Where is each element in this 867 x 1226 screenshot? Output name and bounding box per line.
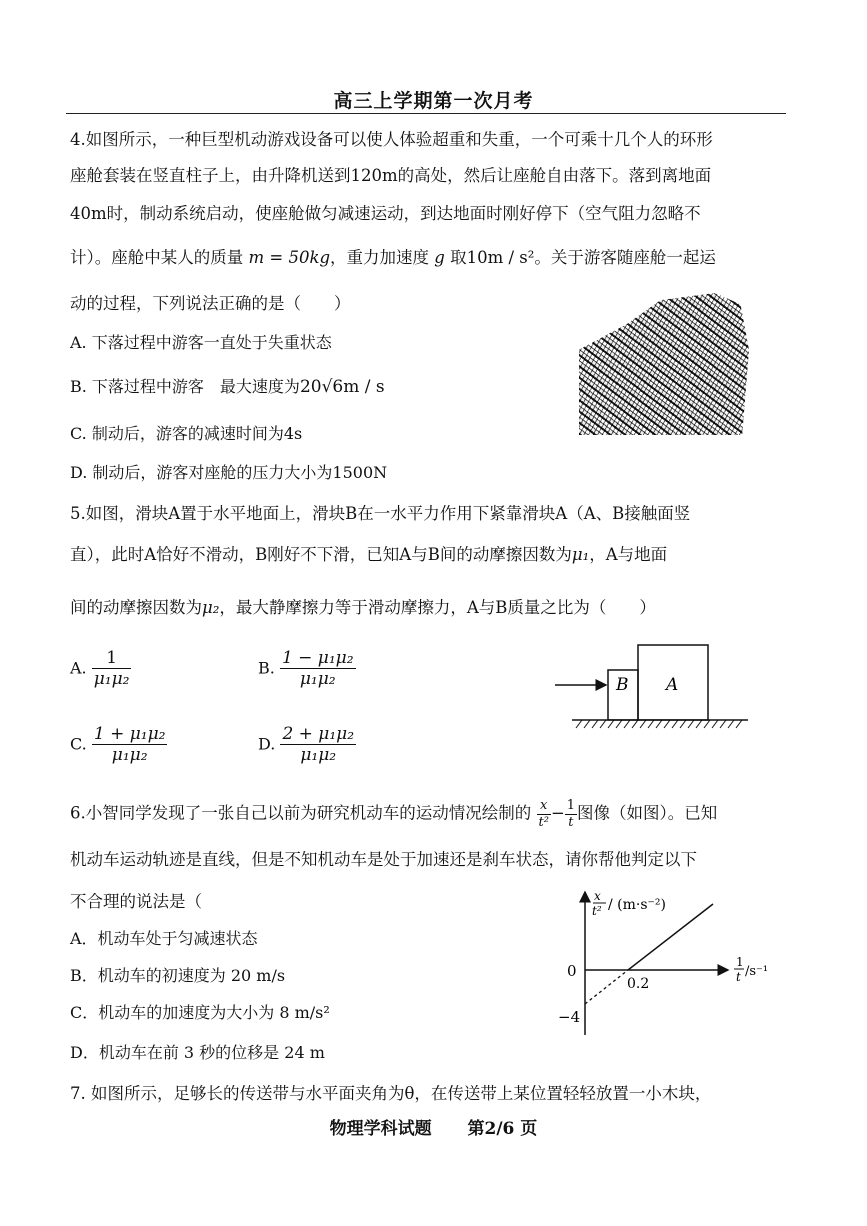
q6-line-1-text-b: 图像（如图）。已知 — [577, 803, 718, 823]
q4-mass-value: m = 50kg — [248, 248, 331, 267]
q6-line-3: 不合理的说法是（ — [70, 892, 202, 911]
q4-line-3: 40m时，制动系统启动，使座舱做匀减速运动，到达地面时刚好停下（空气阻力忽略不 — [70, 204, 701, 223]
q4-option-d: D. 制动后，游客对座舱的压力大小为1500N — [70, 463, 388, 482]
q6-frac1-numerator: x — [537, 798, 551, 815]
q6-option-a: A．机动车处于匀减速状态 — [70, 929, 258, 948]
q4-line-4-text: 计）。座舱中某人的质量 — [70, 248, 244, 267]
q7-line-1: 7. 如图所示，足够长的传送带与水平面夹角为θ，在传送带上某位置轻轻放置一小木块， — [70, 1084, 712, 1103]
q6-minus: − — [550, 803, 565, 823]
q6-graph — [548, 880, 788, 1040]
q5-option-b-numerator: 1 − μ₁μ₂ — [281, 648, 354, 668]
q4-option-b-text: B. 下落过程中游客 最大速度为 — [70, 377, 300, 396]
ground-hatching — [576, 720, 742, 728]
q5-option-d — [258, 724, 356, 766]
q5-line-3 — [70, 594, 656, 618]
q5-option-b — [258, 648, 356, 690]
q4-line-2: 座舱套装在竖直柱子上，由升降机送到120m的高处，然后让座舱自由落下。落到离地面 — [70, 166, 712, 185]
q5-line-2-text: 直），此时A恰好不滑动，B刚好不下滑，已知A与B间的动摩擦因数为 — [70, 545, 572, 564]
q6-frac-x-over-t2 — [537, 798, 551, 830]
block-b-label: B — [616, 675, 629, 695]
header-divider — [66, 113, 786, 114]
q5-option-b-label: B. — [258, 658, 275, 678]
q4-option-c: C. 制动后，游客的减速时间为4s — [70, 424, 303, 443]
q6-frac-1-over-t — [565, 798, 577, 830]
q4-option-b — [70, 374, 385, 397]
q4-line-5: 动的过程，下列说法正确的是（ ） — [70, 294, 351, 313]
q5-option-d-denominator: μ₁μ₂ — [300, 745, 337, 766]
q5-option-c-numerator: 1 + μ₁μ₂ — [93, 724, 166, 744]
q5-option-d-label: D. — [258, 734, 276, 754]
q6-line-2: 机动车运动轨迹是直线，但是不知机动车是处于加速还是刹车状态，请你帮他判定以下 — [70, 850, 697, 869]
q4-line-4 — [70, 244, 716, 268]
q5-option-a-label: A. — [70, 658, 87, 678]
q5-option-a-fraction — [92, 648, 132, 690]
q5-line-3-text-b: ，最大静摩擦力等于滑动摩擦力，A与B质量之比为（ ） — [219, 598, 656, 617]
q4-line-1: 4.如图所示，一种巨型机动游戏设备可以使人体验超重和失重，一个可乘十几个人的环形 — [70, 130, 713, 149]
q5-option-a-numerator: 1 — [92, 648, 132, 669]
x-axis-unit: /s⁻¹ — [745, 964, 769, 979]
ride-tower-photo — [579, 293, 749, 435]
graph-line-dashed — [585, 970, 628, 1004]
q5-line-2 — [70, 541, 667, 565]
q4-line-4-text-b: ，重力加速度 — [330, 248, 430, 267]
q6-line-1-text: 6.小智同学发现了一张自己以前为研究机动车的运动情况绘制的 — [70, 803, 532, 823]
q5-option-c — [70, 724, 167, 766]
q6-frac2-numerator: 1 — [566, 798, 576, 813]
q4-line-4-text-c: 取 — [450, 248, 467, 267]
y-label-den: t² — [592, 904, 602, 918]
q5-blocks-figure — [550, 640, 760, 740]
q6-frac1-denominator: t² — [538, 814, 549, 830]
q5-mu2: μ₂ — [202, 598, 220, 617]
page-footer — [0, 1114, 867, 1139]
page-header-title: 高三上学期第一次月考 — [333, 90, 534, 112]
y-label-num: x — [594, 889, 601, 903]
q5-line-3-text: 间的动摩擦因数为 — [70, 598, 202, 617]
q5-option-d-numerator: 2 + μ₁μ₂ — [282, 724, 355, 744]
q5-option-d-fraction — [280, 724, 356, 766]
q6-option-c: C．机动车的加速度为大小为 8 m/s² — [70, 1003, 330, 1022]
q5-mu1: μ₁ — [571, 545, 590, 564]
x-tick-label: 0.2 — [627, 976, 650, 992]
q5-option-c-fraction — [92, 724, 168, 766]
q4-option-b-value: 20√6m / s — [299, 377, 385, 397]
block-a-label: A — [666, 675, 679, 695]
q5-option-a — [70, 648, 131, 690]
q5-line-2-text-b: ，A与地面 — [589, 545, 668, 564]
footer-page-number: 第2/6 页 — [467, 1119, 538, 1139]
q4-line-4-text-d: 。关于游客随座舱一起运 — [534, 248, 716, 267]
q4-g-symbol: g — [434, 248, 445, 267]
footer-subject: 物理学科试题 — [329, 1119, 432, 1139]
q5-line-1: 5.如图，滑块A置于水平地面上，滑块B在一水平力作用下紧靠滑块A（A、B接触面竖 — [70, 504, 691, 523]
x-label-den: t — [736, 970, 741, 984]
q5-option-a-denominator: μ₁μ₂ — [93, 669, 130, 690]
q5-option-b-denominator: μ₁μ₂ — [299, 669, 336, 690]
q5-option-c-denominator: μ₁μ₂ — [111, 745, 148, 766]
y-tick-label: −4 — [558, 1008, 581, 1026]
q5-option-b-fraction — [280, 648, 356, 690]
q5-option-c-label: C. — [70, 734, 87, 754]
graph-line-solid — [628, 904, 713, 970]
q4-option-a: A. 下落过程中游客一直处于失重状态 — [70, 333, 332, 352]
q6-option-b: B．机动车的初速度为 20 m/s — [70, 966, 286, 985]
q6-line-1 — [70, 798, 717, 830]
y-axis-unit: / (m·s⁻²) — [608, 897, 667, 913]
origin-label: 0 — [567, 962, 577, 980]
q6-option-d: D．机动车在前 3 秒的位移是 24 m — [70, 1043, 325, 1062]
q4-g-value: 10m / s² — [466, 248, 535, 267]
q6-frac2-denominator: t — [568, 814, 574, 830]
x-label-num: 1 — [736, 955, 744, 969]
